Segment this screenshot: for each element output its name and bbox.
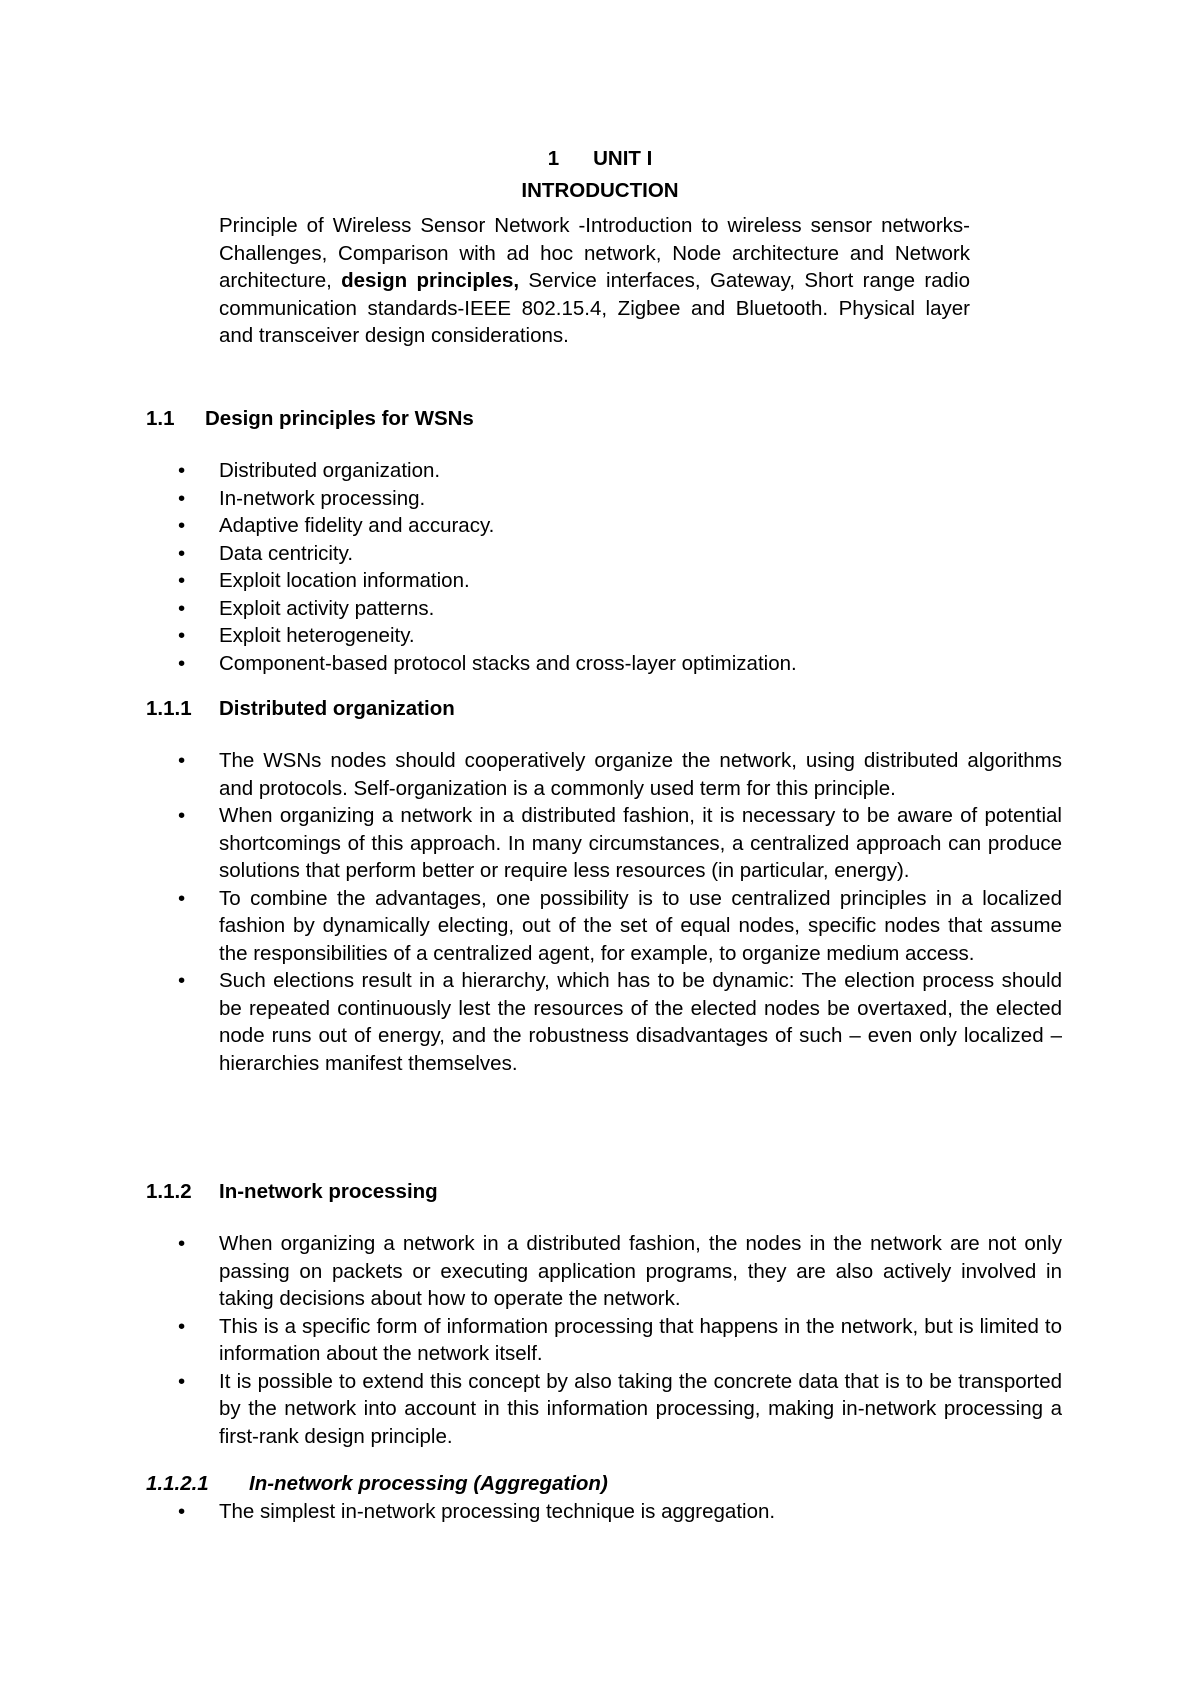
bullet-icon: • bbox=[178, 1500, 186, 1523]
list-item: • Component-based protocol stacks and cross-layer optimization. bbox=[175, 650, 975, 678]
heading-1-1-2 bbox=[146, 1178, 438, 1206]
unit-number: 1 bbox=[547, 147, 560, 170]
heading-text: In-network processing (Aggregation) bbox=[249, 1472, 608, 1495]
intro-bold-text: design principles, bbox=[341, 269, 520, 292]
list-item: • The simplest in-network processing technique is aggregation. bbox=[175, 1498, 1062, 1526]
bullet-icon: • bbox=[178, 459, 186, 482]
list-item: • Exploit location information. bbox=[175, 567, 975, 595]
bullet-icon: • bbox=[178, 804, 186, 827]
bullet-icon: • bbox=[178, 486, 186, 510]
list-item: • In-network processing. bbox=[175, 485, 975, 513]
heading-1-1 bbox=[146, 405, 474, 433]
section-title: INTRODUCTION bbox=[521, 179, 679, 202]
list-item: • It is possible to extend this concept by also taking the concrete data that is to be transported by the network into account in this information processing, making in-network processing a first-rank design principle. bbox=[178, 1369, 1062, 1448]
bullet-icon: • bbox=[178, 569, 186, 592]
list-item: • When organizing a network in a distributed fashion, it is necessary to be aware of potential shortcomings of this approach. In many circumstances, a centralized approach can produce solutions that perform better or require less resources (in particular, energy). bbox=[178, 804, 1062, 882]
heading-number: 1.1.2.1 bbox=[146, 1472, 209, 1495]
list-item: • Distributed organization. bbox=[175, 457, 975, 485]
list-item: • Exploit heterogeneity. bbox=[175, 622, 975, 650]
bullet-icon: • bbox=[178, 651, 186, 675]
heading-text: In-network processing bbox=[219, 1180, 438, 1203]
heading-number: 1.1.2 bbox=[146, 1180, 192, 1203]
list-item: • The WSNs nodes should cooperatively organize the network, using distributed algorithms and protocols. Self-organization is a commonly used term for this principle. bbox=[178, 749, 1062, 800]
list-item: • Such elections result in a hierarchy, which has to be dynamic: The election process should be repeated continuously lest the resources of the elected nodes be overtaxed, the elected node runs out of energy, and the robustness disadvantages of such – even only localized – hierarchies manifest themselves. bbox=[178, 969, 1062, 1075]
bullet-icon: • bbox=[178, 624, 186, 647]
bullet-icon: • bbox=[178, 514, 186, 537]
bullet-icon: • bbox=[178, 1314, 186, 1338]
bullet-icon: • bbox=[178, 596, 186, 620]
in-network-processing-list bbox=[175, 1230, 1062, 1450]
intro-paragraph bbox=[219, 212, 970, 350]
unit-heading bbox=[0, 145, 1200, 173]
intro-text-1: Principle of Wireless Sensor Network -Introduction to wireless sensor networks- Challenges, Comparison with ad hoc network, Node architecture and Network architecture, bbox=[219, 214, 970, 292]
bullet-icon: • bbox=[178, 1232, 186, 1255]
heading-text: Distributed organization bbox=[219, 697, 455, 720]
heading-number: 1.1.1 bbox=[146, 697, 192, 720]
list-item: • To combine the advantages, one possibility is to use centralized principles in a localized fashion by dynamically electing, out of the set of equal nodes, specific nodes that assume the responsibilities of a centralized agent, for example, to organize medium access. bbox=[178, 886, 1062, 965]
intro-text-2: Service interfaces, Gateway, Short range radio communication standards-IEEE 802.15.4, Zigbee and Bluetooth. Physical layer and transceiver design considerations. bbox=[219, 269, 970, 347]
heading-1-1-1 bbox=[146, 695, 455, 723]
list-item: • Adaptive fidelity and accuracy. bbox=[175, 512, 975, 540]
list-item: • Exploit activity patterns. bbox=[175, 595, 975, 623]
bullet-icon: • bbox=[178, 969, 186, 992]
heading-number: 1.1 bbox=[146, 407, 175, 430]
bullet-icon: • bbox=[178, 749, 186, 772]
bullet-icon: • bbox=[178, 541, 186, 565]
list-item: • This is a specific form of information processing that happens in the network, but is limited to information about the network itself. bbox=[178, 1314, 1062, 1365]
design-principles-list bbox=[175, 457, 975, 677]
heading-1-1-2-1 bbox=[146, 1470, 608, 1498]
list-item: • Data centricity. bbox=[175, 540, 975, 568]
bullet-icon: • bbox=[178, 1369, 186, 1393]
distributed-organization-list bbox=[175, 747, 1062, 1077]
aggregation-list bbox=[175, 1498, 1062, 1526]
unit-title: UNIT I bbox=[593, 147, 653, 170]
bullet-icon: • bbox=[178, 886, 186, 910]
list-item: • When organizing a network in a distributed fashion, the nodes in the network are not only passing on packets or executing application programs, they are also actively involved in taking decisions about how to operate the network. bbox=[178, 1232, 1062, 1310]
heading-text: Design principles for WSNs bbox=[205, 407, 474, 430]
